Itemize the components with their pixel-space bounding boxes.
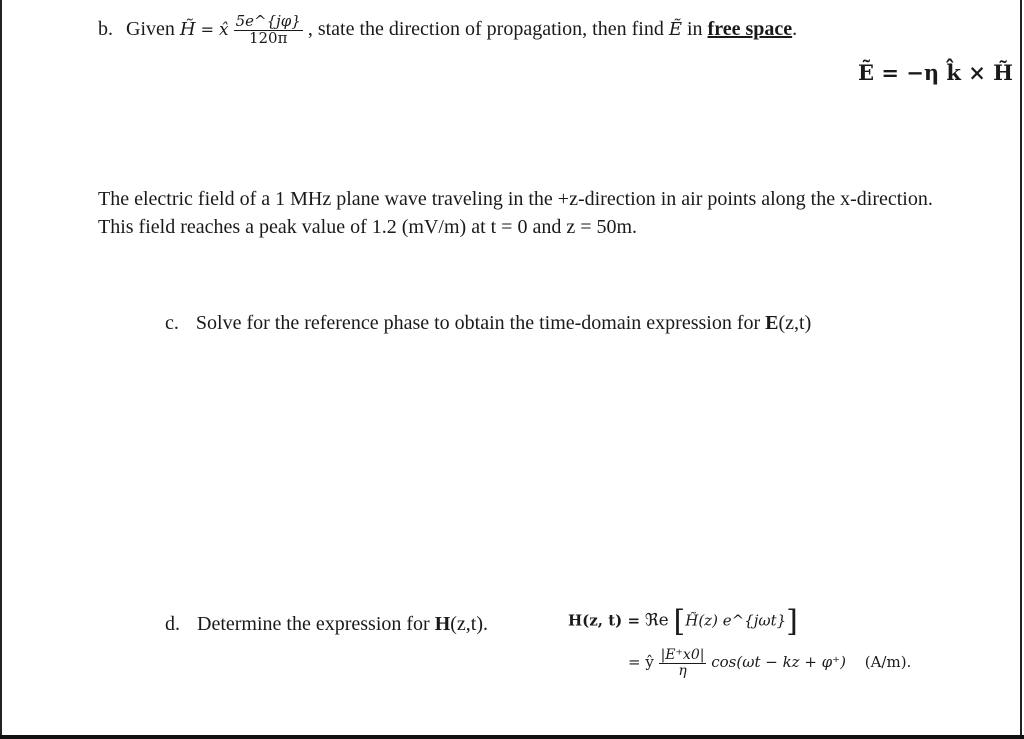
problem-b-in: in bbox=[686, 17, 703, 40]
problem-b-text: , state the direction of propagation, then find bbox=[307, 17, 664, 40]
context-line-1: The electric field of a 1 MHz plane wave traveling in the +z-direction in air points along the x-direction. bbox=[98, 188, 933, 210]
h-fraction bbox=[234, 14, 303, 47]
e-h-relation: Ẽ = −η k̂ × H̃ bbox=[858, 60, 1014, 85]
equals-sign: = bbox=[200, 19, 214, 39]
eq2-units: (A/m). bbox=[864, 653, 912, 672]
free-space-emphasis: free space bbox=[707, 17, 793, 40]
problem-c-label: c. bbox=[165, 312, 179, 334]
left-bracket: [ bbox=[673, 604, 686, 639]
problem-d-label: d. bbox=[165, 613, 180, 635]
context-line-2: This field reaches a peak value of 1.2 (mV/m) at t = 0 and z = 50m. bbox=[98, 216, 638, 238]
h-tilde-symbol: H̃ bbox=[179, 18, 196, 40]
problem-b-period: . bbox=[792, 17, 798, 40]
eq1-real-part: ℜe bbox=[644, 610, 669, 631]
eq2-numerator: |E⁺x0| bbox=[660, 647, 705, 663]
h-fraction-numerator: 5e^{jφ} bbox=[235, 12, 301, 30]
x-hat-symbol: x̂ bbox=[219, 19, 229, 40]
h-equation-line-2 bbox=[628, 648, 911, 678]
problem-d-args: (z,t). bbox=[450, 613, 489, 635]
eq1-lhs: H(z, t) = bbox=[568, 611, 641, 630]
problem-c-text: Solve for the reference phase to obtain the time-domain expression for bbox=[195, 312, 761, 334]
problem-d bbox=[165, 613, 488, 636]
problem-c-field: E bbox=[765, 312, 779, 334]
h-equation-line-1 bbox=[568, 604, 798, 639]
problem-d-field: H bbox=[434, 613, 451, 635]
problem-c bbox=[165, 312, 811, 335]
h-fraction-denominator: 120π bbox=[248, 28, 288, 47]
problem-d-text: Determine the expression for bbox=[197, 613, 430, 635]
problem-c-args: (z,t) bbox=[778, 312, 812, 334]
bottom-border bbox=[0, 735, 1024, 739]
e-tilde-symbol: Ẽ bbox=[668, 18, 682, 40]
eq1-inner: H̃(z) e^{jωt} bbox=[685, 611, 787, 630]
problem-b-label: b. bbox=[98, 17, 113, 40]
eq2-denominator: η bbox=[678, 662, 687, 679]
eq2-fraction bbox=[659, 648, 707, 678]
right-bracket: ] bbox=[786, 604, 798, 639]
problem-b-given: Given bbox=[126, 17, 175, 40]
eq2-prefix: = ŷ bbox=[628, 653, 654, 672]
problem-b bbox=[98, 14, 797, 47]
eq2-cosine: cos(ωt − kz + φ⁺) bbox=[711, 653, 846, 672]
